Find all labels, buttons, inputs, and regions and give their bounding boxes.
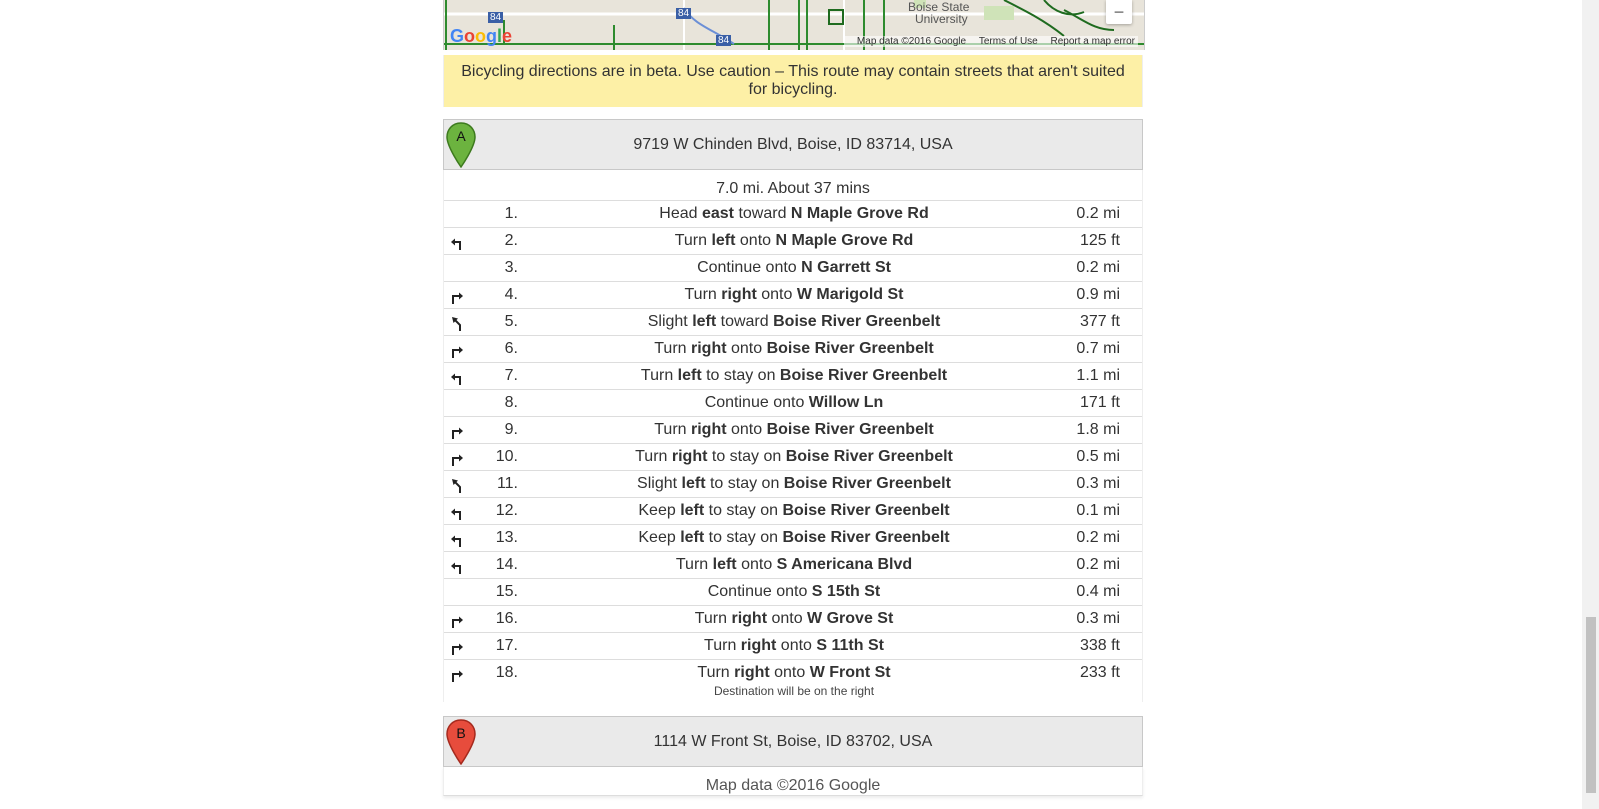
step-distance: 0.1 mi [1076,502,1120,519]
direction-step[interactable] [444,228,1142,255]
beta-warning: Bicycling directions are in beta. Use caution – This route may contain streets that aren't suited for bicycling. [443,55,1143,107]
step-instruction: Turn right onto S 11th St [704,637,884,654]
map-view[interactable] [443,0,1145,50]
step-number: 10. [495,448,518,465]
step-distance: 377 ft [1079,313,1120,330]
direction-step[interactable] [444,579,1142,606]
step-instruction: Turn right to stay on Boise River Greenbelt [635,448,953,465]
turn-left-icon [450,506,464,520]
zoom-out-button[interactable]: − [1106,0,1132,24]
step-number: 1. [504,205,518,222]
direction-step[interactable] [444,525,1142,552]
step-instruction: Keep left to stay on Boise River Greenbelt [638,502,950,519]
step-instruction: Slight left toward Boise River Greenbelt [647,313,941,330]
step-number: 6. [504,340,518,357]
google-logo: Google [450,26,513,46]
map-label-university: Boise State [908,0,970,14]
direction-step[interactable] [444,390,1142,417]
step-number: 5. [504,313,518,330]
step-distance: 233 ft [1079,664,1120,681]
step-distance: 0.2 mi [1076,529,1120,546]
step-distance: 0.9 mi [1076,286,1120,303]
end-address: 1114 W Front St, Boise, ID 83702, USA [653,732,933,750]
step-instruction: Continue onto Willow Ln [704,394,884,411]
step-number: 16. [495,610,518,627]
step-instruction: Turn right onto W Grove St [694,610,894,627]
steps-list [444,201,1142,702]
turn-right-icon [450,425,464,439]
step-distance: 0.2 mi [1076,259,1120,276]
turn-right-icon [450,668,464,682]
step-instruction: Continue onto N Garrett St [697,259,891,276]
turn-left-icon [450,560,464,574]
turn-right-icon [450,614,464,628]
step-number: 13. [495,529,518,546]
step-instruction: Slight left to stay on Boise River Greenbelt [637,475,951,492]
step-instruction: Head east toward N Maple Grove Rd [659,205,929,222]
step-distance: 0.4 mi [1076,583,1120,600]
direction-step[interactable] [444,471,1142,498]
turn-right-icon [450,452,464,466]
step-number: 9. [504,421,518,438]
start-address: 9719 W Chinden Blvd, Boise, ID 83714, USA [633,135,953,153]
direction-step[interactable] [444,498,1142,525]
step-distance: 0.2 mi [1076,556,1120,573]
highway-84-shield-3: 84 [718,35,730,46]
directions-panel [443,0,1143,796]
step-number: 3. [504,259,518,276]
direction-step[interactable] [444,255,1142,282]
step-instruction: Continue onto S 15th St [707,583,881,600]
step-number: 11. [496,475,518,492]
report-map-error-link[interactable]: Report a map error [1050,36,1135,47]
direction-step[interactable] [444,336,1142,363]
scrollbar-thumb[interactable] [1586,617,1596,793]
turn-right-icon [450,344,464,358]
step-instruction: Keep left to stay on Boise River Greenbelt [638,529,950,546]
direction-step[interactable] [444,633,1142,660]
step-instruction: Turn right onto W Front St [697,664,891,681]
step-distance: 0.3 mi [1076,475,1120,492]
terms-of-use-link[interactable]: Terms of Use [978,36,1038,47]
step-number: 8. [504,394,518,411]
slight-left-icon [450,317,464,331]
marker-b-icon [446,719,476,770]
direction-step[interactable] [444,552,1142,579]
step-number: 18. [495,664,518,681]
step-number: 7. [504,367,518,384]
step-number: 15. [495,583,518,600]
map-data-credit: Map data ©2016 Google [856,36,967,47]
step-distance: 338 ft [1079,637,1120,654]
highway-84-shield-2: 84 [678,8,690,19]
direction-step[interactable] [444,606,1142,633]
step-distance: 125 ft [1079,232,1120,249]
end-location[interactable] [443,716,1143,767]
marker-a-icon [446,122,476,173]
step-distance: 1.8 mi [1076,421,1120,438]
route-summary: 7.0 mi. About 37 mins [444,170,1142,201]
step-instruction: Turn right onto Boise River Greenbelt [654,340,934,357]
step-distance: 0.2 mi [1076,205,1120,222]
step-number: 12. [495,502,518,519]
marker-a-letter: A [456,128,466,144]
step-distance: 1.1 mi [1076,367,1120,384]
start-location[interactable] [443,119,1143,170]
step-note: Destination will be on the right [713,684,875,698]
direction-step[interactable] [444,282,1142,309]
direction-step[interactable] [444,363,1142,390]
step-number: 2. [504,232,518,249]
step-instruction: Turn right onto W Marigold St [684,286,904,303]
highway-84-shield-1: 84 [490,12,502,23]
direction-step[interactable] [444,660,1142,702]
slight-left-icon [450,479,464,493]
direction-step[interactable] [444,417,1142,444]
copyright: Map data ©2016 Google [443,767,1143,796]
step-distance: 0.7 mi [1076,340,1120,357]
turn-left-icon [450,236,464,250]
step-distance: 171 ft [1079,394,1120,411]
step-instruction: Turn left onto N Maple Grove Rd [674,232,914,249]
step-instruction: Turn right onto Boise River Greenbelt [654,421,934,438]
route-steps [443,170,1143,702]
step-instruction: Turn left onto S Americana Blvd [675,556,913,573]
direction-step[interactable] [444,444,1142,471]
map-footer [844,36,1138,47]
turn-right-icon [450,641,464,655]
map-label-university-2: University [915,12,968,26]
marker-b-letter: B [456,725,466,741]
step-number: 14. [495,556,518,573]
step-instruction: Turn left to stay on Boise River Greenbelt [640,367,948,384]
step-number: 4. [504,286,518,303]
turn-left-icon [450,533,464,547]
direction-step[interactable] [444,309,1142,336]
step-distance: 0.5 mi [1076,448,1120,465]
direction-step[interactable] [444,201,1142,228]
turn-left-icon [450,371,464,385]
step-distance: 0.3 mi [1076,610,1120,627]
turn-right-icon [450,290,464,304]
step-number: 17. [495,637,518,654]
